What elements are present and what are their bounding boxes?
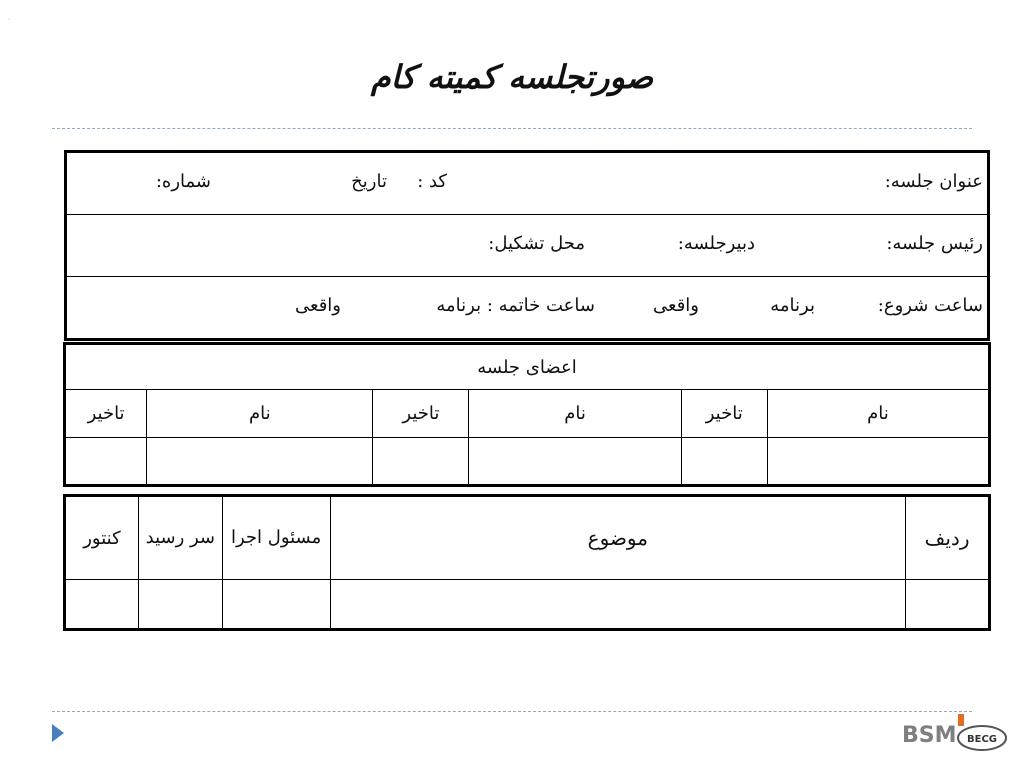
member-delay-cell[interactable]: [373, 438, 469, 486]
logo-bsm-text: BSM: [902, 723, 957, 748]
top-divider: [52, 128, 972, 129]
due-date-header: سر رسید: [138, 496, 222, 580]
info-row-2: [66, 215, 989, 277]
chair-label: رئیس جلسه:: [886, 233, 983, 254]
member-delay-header: تاخیر: [373, 390, 469, 438]
company-logo: [902, 712, 1008, 752]
start-planned-label: برنامه: [770, 295, 815, 316]
responsible-cell[interactable]: [222, 580, 330, 630]
member-name-header: نام: [469, 390, 681, 438]
member-delay-cell[interactable]: [681, 438, 767, 486]
info-row-1: [66, 152, 989, 215]
member-name-header: نام: [767, 390, 989, 438]
code-label: کد :: [417, 171, 447, 192]
date-label: تاریخ: [351, 171, 387, 192]
secretary-label: دبیرجلسه:: [677, 233, 755, 254]
meeting-info-table: [64, 150, 990, 341]
subject-header: موضوع: [330, 496, 906, 580]
member-delay-header: تاخیر: [681, 390, 767, 438]
info-row-3: [66, 277, 989, 340]
corner-mark: .: [8, 15, 10, 22]
location-label: محل تشکیل:: [488, 233, 585, 254]
responsible-header: مسئول اجرا: [222, 496, 330, 580]
bottom-divider: [52, 711, 972, 712]
due-date-cell[interactable]: [138, 580, 222, 630]
member-name-cell[interactable]: [147, 438, 373, 486]
member-delay-cell[interactable]: [65, 438, 147, 486]
logo-becg-text: BECG: [967, 734, 997, 745]
members-table: [63, 342, 991, 487]
topics-table: [63, 494, 991, 631]
subject-cell[interactable]: [330, 580, 906, 630]
meeting-title-label: عنوان جلسه:: [884, 171, 983, 192]
row-number-header: ردیف: [906, 496, 990, 580]
start-actual-label: واقعی: [653, 295, 699, 316]
end-actual-label: واقعی: [295, 295, 341, 316]
next-arrow-icon[interactable]: [52, 724, 64, 742]
member-name-cell[interactable]: [767, 438, 989, 486]
number-label: شماره:: [155, 171, 211, 192]
member-delay-header: تاخیر: [65, 390, 147, 438]
members-header: اعضای جلسه: [65, 344, 990, 390]
row-number-cell[interactable]: [906, 580, 990, 630]
member-name-cell[interactable]: [469, 438, 681, 486]
end-time-label: ساعت خاتمه : برنامه: [436, 295, 595, 316]
control-cell[interactable]: [65, 580, 139, 630]
control-header: کنتور: [65, 496, 139, 580]
page-title: صورتجلسه کمیته کام: [370, 58, 654, 96]
member-name-header: نام: [147, 390, 373, 438]
start-time-label: ساعت شروع:: [877, 295, 983, 316]
